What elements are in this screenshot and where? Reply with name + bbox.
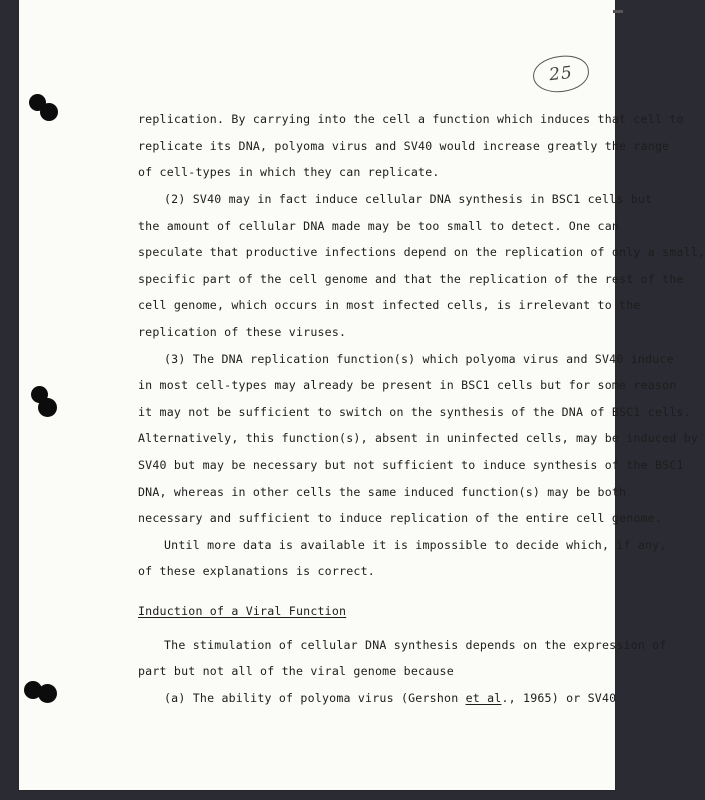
text-line: replication. By carrying into the cell a function which induces that cell to: [138, 112, 684, 126]
text-line: Until more data is available it is impossible to decide which, if any,: [164, 538, 667, 552]
text-fragment: ., 1965) or SV40: [501, 691, 617, 705]
text-line: DNA, whereas in other cells the same induced function(s) may be both: [138, 485, 627, 499]
citation-et-al: et al: [465, 691, 502, 705]
text-line: replication of these viruses.: [138, 325, 347, 339]
text-fragment: (a) The ability of polyoma virus (Gershon: [164, 691, 466, 705]
text-line: in most cell-types may already be present in BSC1 cells but for some reason: [138, 378, 677, 392]
edge-mark: [613, 10, 623, 13]
paper-sheet: [19, 0, 705, 790]
text-line: it may not be sufficient to switch on the synthesis of the DNA of BSC1 cells.: [138, 405, 691, 419]
text-line: (3) The DNA replication function(s) which polyoma virus and SV40 induce: [164, 352, 674, 366]
section-heading: Induction of a Viral Function: [138, 604, 347, 618]
text-line: of these explanations is correct.: [138, 564, 375, 578]
handwritten-page-number: 25: [531, 53, 590, 95]
punch-hole: [38, 398, 57, 417]
text-line: speculate that productive infections depend on the replication of only a small,: [138, 245, 705, 259]
punch-hole: [40, 103, 58, 121]
text-line: part but not all of the viral genome because: [138, 664, 454, 678]
text-line: Alternatively, this function(s), absent in uninfected cells, may be induced by: [138, 431, 699, 445]
text-line: of cell-types in which they can replicate.: [138, 165, 440, 179]
text-line: cell genome, which occurs in most infected cells, is irrelevant to the: [138, 298, 641, 312]
text-line: the amount of cellular DNA made may be too small to detect. One can: [138, 219, 620, 233]
text-line: (2) SV40 may in fact induce cellular DNA synthesis in BSC1 cells but: [164, 192, 653, 206]
text-line: replicate its DNA, polyoma virus and SV40 would increase greatly the range: [138, 139, 670, 153]
text-line: The stimulation of cellular DNA synthesis depends on the expression of: [164, 638, 667, 652]
punch-hole: [38, 684, 57, 703]
text-line: [164, 691, 616, 705]
text-line: SV40 but may be necessary but not sufficient to induce synthesis of the BSC1: [138, 458, 684, 472]
text-line: necessary and sufficient to induce replication of the entire cell genome.: [138, 511, 663, 525]
text-line: specific part of the cell genome and that the replication of the rest of the: [138, 272, 684, 286]
